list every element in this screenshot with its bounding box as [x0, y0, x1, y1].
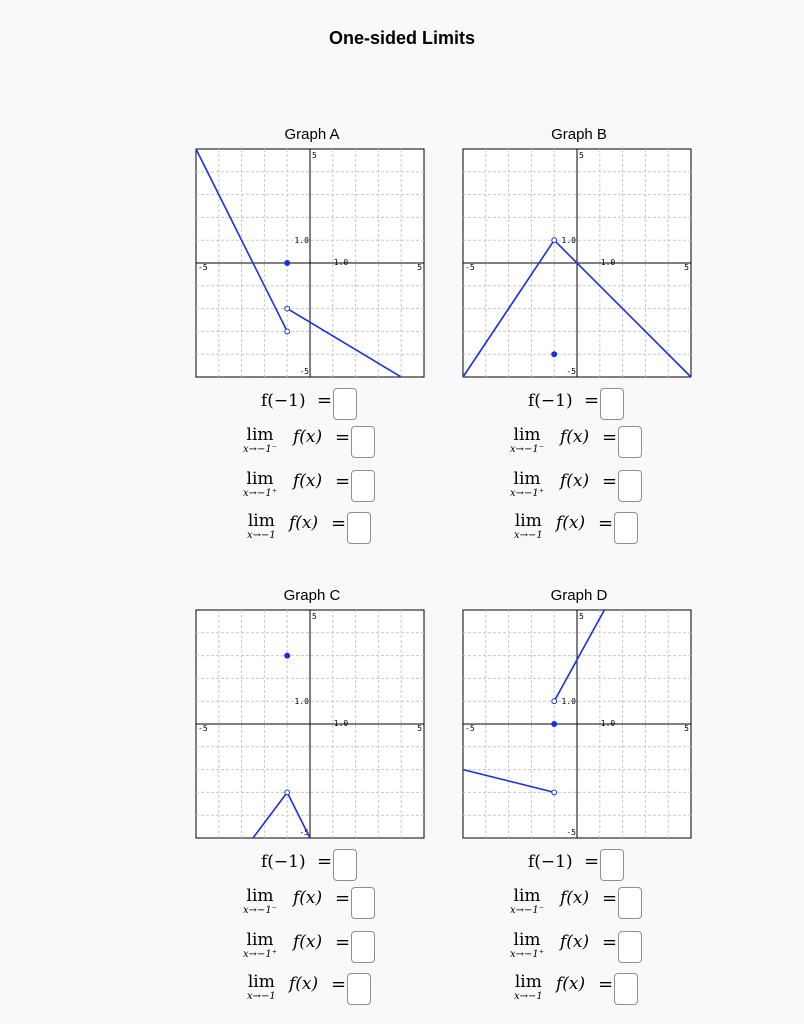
y-unit-tick-label: 1.0: [294, 236, 309, 246]
limit-approach: x→−1: [247, 991, 276, 1002]
xmin-tick-label: -5: [465, 724, 475, 733]
equals-sign: =: [584, 390, 600, 411]
ymin-tick-label: -5: [566, 828, 576, 837]
limit-approach: x→−1⁺: [510, 949, 545, 960]
limit-approach: x→−1⁺: [510, 488, 545, 499]
graph-c-plot: [195, 609, 429, 843]
limit-notation: [243, 427, 277, 456]
function-label: f(x): [293, 888, 323, 908]
xmax-tick-label: 5: [684, 724, 689, 733]
lim-word: lim: [246, 930, 274, 950]
graph-a-panel: [195, 126, 429, 546]
xmax-tick-label: 5: [417, 724, 422, 733]
lim-word: lim: [513, 930, 541, 950]
function-label: f(x): [293, 427, 323, 447]
limit-approach: x→−1: [514, 530, 543, 541]
equals-sign: =: [335, 888, 351, 909]
x-unit-tick-label: 1.0: [600, 719, 616, 728]
graph-b-panel: [462, 126, 696, 546]
ymin-tick-label: -5: [566, 367, 576, 376]
ymax-tick-label: 5: [312, 612, 317, 621]
function-label: f(x): [556, 974, 586, 994]
function-value-label: f(−1): [261, 391, 306, 411]
equals-sign: =: [602, 471, 618, 492]
open-point: [552, 238, 557, 243]
lim-word: lim: [247, 972, 275, 992]
lim-word: lim: [246, 886, 274, 906]
answer-box[interactable]: [618, 426, 642, 458]
limit-approach: x→−1: [514, 991, 543, 1002]
graph-b-plot: [462, 148, 696, 382]
limit-notation: [514, 513, 543, 542]
equals-sign: =: [602, 888, 618, 909]
equals-sign: =: [598, 513, 614, 534]
ymax-tick-label: 5: [312, 151, 317, 160]
equals-sign: =: [598, 974, 614, 995]
page-title: One-sided Limits: [328, 28, 476, 48]
graph-d-title: Graph D: [550, 587, 608, 604]
answer-box[interactable]: [333, 388, 357, 420]
answer-box[interactable]: [351, 931, 375, 963]
ymin-tick-label: -5: [299, 828, 309, 837]
graph-a-title: Graph A: [284, 126, 340, 143]
equals-sign: =: [331, 974, 347, 995]
y-unit-tick-label: 1.0: [294, 697, 309, 707]
xmax-tick-label: 5: [684, 263, 689, 272]
limit-notation: [243, 471, 277, 500]
limit-approach: x→−1⁻: [510, 905, 545, 916]
answer-box[interactable]: [618, 470, 642, 502]
closed-point: [551, 721, 557, 727]
function-label: f(x): [560, 471, 590, 491]
function-label: f(x): [293, 471, 323, 491]
xmin-tick-label: -5: [198, 263, 208, 272]
limit-notation: [510, 427, 544, 456]
equals-sign: =: [335, 932, 351, 953]
graph-c-title: Graph C: [283, 587, 341, 604]
equals-sign: =: [317, 851, 333, 872]
xmin-tick-label: -5: [198, 724, 208, 733]
xmin-tick-label: -5: [465, 263, 475, 272]
lim-word: lim: [246, 469, 274, 489]
graph-d-panel: [462, 587, 696, 1007]
lim-word: lim: [513, 425, 541, 445]
ymax-tick-label: 5: [579, 151, 584, 160]
function-label: f(x): [289, 974, 319, 994]
open-point: [285, 329, 290, 334]
limit-notation: [514, 974, 543, 1003]
function-value-label: f(−1): [261, 852, 306, 872]
answer-box[interactable]: [347, 973, 371, 1005]
open-point: [285, 790, 290, 795]
open-point: [285, 306, 290, 311]
function-label: f(x): [289, 513, 319, 533]
limit-notation: [243, 932, 277, 961]
closed-point: [551, 351, 557, 357]
limit-approach: x→−1⁺: [243, 488, 278, 499]
lim-word: lim: [513, 886, 541, 906]
equals-sign: =: [584, 851, 600, 872]
lim-word: lim: [514, 511, 542, 531]
answer-box[interactable]: [600, 388, 624, 420]
function-label: f(x): [560, 932, 590, 952]
xmax-tick-label: 5: [417, 263, 422, 272]
answer-box[interactable]: [614, 973, 638, 1005]
lim-word: lim: [513, 469, 541, 489]
limit-notation: [510, 888, 544, 917]
function-label: f(x): [293, 932, 323, 952]
graph-a-plot: [195, 148, 429, 382]
limit-approach: x→−1⁻: [510, 444, 545, 455]
limit-notation: [247, 974, 276, 1003]
open-point: [552, 699, 557, 704]
equals-sign: =: [335, 471, 351, 492]
function-value-label: f(−1): [528, 852, 573, 872]
function-label: f(x): [560, 888, 590, 908]
graph-d-plot: [462, 609, 696, 843]
x-unit-tick-label: 1.0: [333, 719, 349, 728]
answer-box[interactable]: [618, 887, 642, 919]
limit-approach: x→−1⁻: [243, 905, 278, 916]
answer-box[interactable]: [351, 470, 375, 502]
equals-sign: =: [317, 390, 333, 411]
equals-sign: =: [335, 427, 351, 448]
limit-notation: [510, 932, 544, 961]
lim-word: lim: [246, 425, 274, 445]
answer-box[interactable]: [333, 849, 357, 881]
answer-box[interactable]: [347, 512, 371, 544]
open-point: [552, 790, 557, 795]
answer-box[interactable]: [351, 426, 375, 458]
limit-notation: [247, 513, 276, 542]
equals-sign: =: [602, 932, 618, 953]
equals-sign: =: [602, 427, 618, 448]
y-unit-tick-label: 1.0: [561, 236, 576, 246]
closed-point: [284, 260, 290, 266]
answer-box[interactable]: [351, 887, 375, 919]
lim-word: lim: [247, 511, 275, 531]
graph-c-panel: [195, 587, 429, 1007]
limit-notation: [243, 888, 277, 917]
limit-approach: x→−1⁺: [243, 949, 278, 960]
limit-approach: x→−1: [247, 530, 276, 541]
lim-word: lim: [514, 972, 542, 992]
answer-box[interactable]: [600, 849, 624, 881]
y-unit-tick-label: 1.0: [561, 697, 576, 707]
function-label: f(x): [556, 513, 586, 533]
answer-box[interactable]: [618, 931, 642, 963]
closed-point: [284, 653, 290, 659]
function-value-label: f(−1): [528, 391, 573, 411]
answer-box[interactable]: [614, 512, 638, 544]
x-unit-tick-label: 1.0: [333, 258, 349, 267]
ymin-tick-label: -5: [299, 367, 309, 376]
limit-approach: x→−1⁻: [243, 444, 278, 455]
equals-sign: =: [331, 513, 347, 534]
graph-b-title: Graph B: [551, 126, 607, 143]
limit-notation: [510, 471, 544, 500]
function-label: f(x): [560, 427, 590, 447]
ymax-tick-label: 5: [579, 612, 584, 621]
x-unit-tick-label: 1.0: [600, 258, 616, 267]
